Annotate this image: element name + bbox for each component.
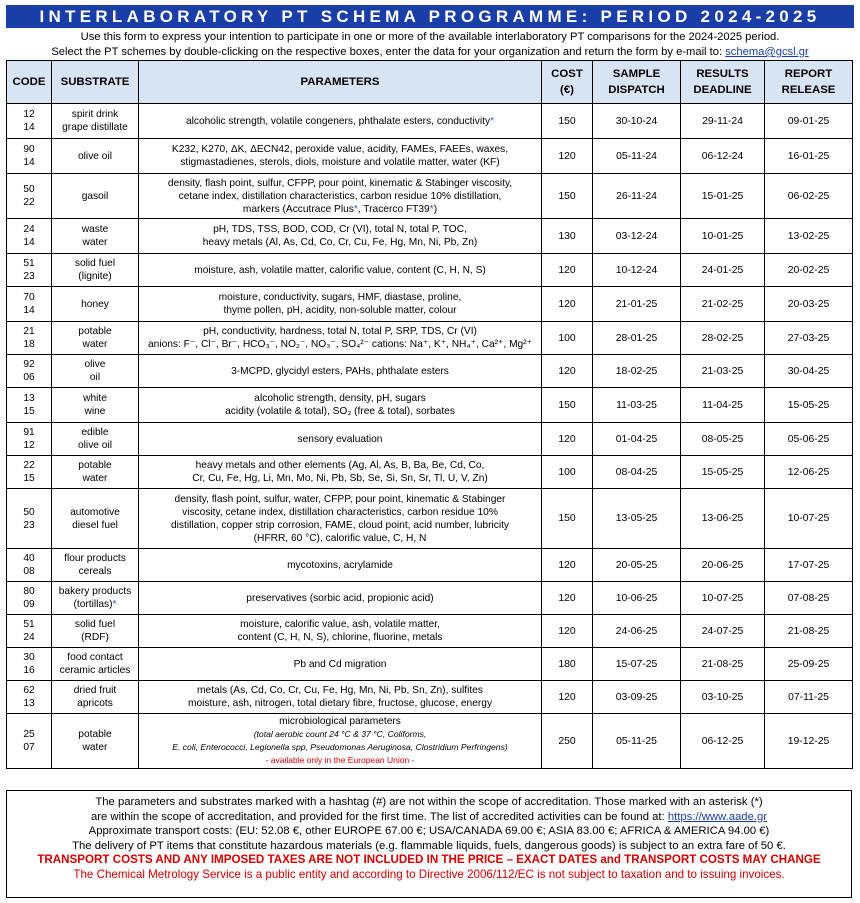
scheme-code-cell[interactable] xyxy=(7,489,52,549)
results-deadline-cell: 03-10-25 xyxy=(681,681,765,714)
substrate-cell: flour products cereals xyxy=(52,549,139,582)
table-row[interactable] xyxy=(7,254,853,287)
substrate-cell: honey xyxy=(52,287,139,322)
results-deadline-cell: 21-03-25 xyxy=(681,355,765,388)
cost-cell: 180 xyxy=(542,648,593,681)
substrate-cell: potable water xyxy=(52,322,139,355)
parameters-cell xyxy=(139,423,542,456)
results-deadline-cell: 21-02-25 xyxy=(681,287,765,322)
substrate-cell: olive oil xyxy=(52,139,139,174)
sample-dispatch-cell: 01-04-25 xyxy=(593,423,681,456)
scheme-code-cell[interactable] xyxy=(7,139,52,174)
table-row[interactable] xyxy=(7,549,853,582)
intro xyxy=(6,30,854,60)
scheme-code-part-2: 15 xyxy=(23,473,35,484)
sample-dispatch-cell: 05-11-25 xyxy=(593,714,681,769)
table-row[interactable] xyxy=(7,681,853,714)
report-release-cell: 20-03-25 xyxy=(765,287,853,322)
parameters-text: density, flash point, sulfur, water, CFPP, pour point, kinematic & Stabinger viscosity, cetane index, distillation characteristics, carbon residue 10% distillation, copper strip corrosion, FAME, cloud point, acid number, lubricity (HFRR, 60 °C), calorific value, C, H, N xyxy=(170,493,510,544)
sample-dispatch-cell: 30-10-24 xyxy=(593,104,681,139)
scheme-code-part-2: 14 xyxy=(23,122,35,133)
scheme-code-part-1: 13 xyxy=(23,393,35,404)
parameters-cell xyxy=(139,582,542,615)
scheme-code-part-1: 12 xyxy=(23,109,35,120)
intro-line-2-text: Select the PT schemes by double-clicking on the respective boxes, enter the data for your organization and return the form by e-mail to: xyxy=(51,46,726,58)
parameters-text: metals (As, Cd, Co, Cr, Cu, Fe, Hg, Mn, Ni, Pb, Sn, Zn), sulfites moisture, ash, nitrogen, total dietary fibre, fructose, glucose, energy xyxy=(187,685,493,709)
report-release-cell: 10-07-25 xyxy=(765,489,853,549)
parameters-cell xyxy=(139,549,542,582)
parameters-cell xyxy=(139,254,542,287)
results-deadline-cell: 24-07-25 xyxy=(681,615,765,648)
table-row[interactable] xyxy=(7,489,853,549)
report-release-cell: 25-09-25 xyxy=(765,648,853,681)
parameters-text: mycotoxins, acrylamide xyxy=(287,559,393,571)
cost-cell: 120 xyxy=(542,254,593,287)
report-release-cell: 20-02-25 xyxy=(765,254,853,287)
sample-dispatch-cell: 15-07-25 xyxy=(593,648,681,681)
parameters-cell xyxy=(139,648,542,681)
table-row[interactable] xyxy=(7,423,853,456)
parameters-text: Pb and Cd migration xyxy=(293,658,387,670)
cost-cell: 120 xyxy=(542,139,593,174)
scheme-code-part-2: 22 xyxy=(23,197,35,208)
cost-cell: 100 xyxy=(542,456,593,489)
results-deadline-cell: 29-11-24 xyxy=(681,104,765,139)
results-deadline-cell: 21-08-25 xyxy=(681,648,765,681)
parameters-cell: density, flash point, sulfur, CFPP, pour point, kinematic & Stabinger viscosity, cetane index, distillation characteristics, carbon residue 10% distillation, markers (Accutrace Plus*, Tracerco FT39*) xyxy=(139,174,542,219)
parameters-text: heavy metals and other elements (Ag, Al, As, B, Ba, Be, Cd, Co, Cr, Cu, Fe, Hg, Li, Mn, Mo, Ni, Pb, Sb, Se, Si, Sn, Sr, Tl, U, V, Zn) xyxy=(192,460,488,484)
table-row[interactable] xyxy=(7,388,853,423)
column-header-cost: COST (€) xyxy=(542,61,593,104)
report-release-cell: 06-02-25 xyxy=(765,174,853,219)
scheme-code-cell[interactable] xyxy=(7,549,52,582)
cost-cell: 120 xyxy=(542,287,593,322)
page-title: INTERLABORATORY PT SCHEMA PROGRAMME: PERIOD 2024-2025 xyxy=(6,5,854,28)
parameters-cell: alcoholic strength, volatile congeners, phthalate esters, conductivity* xyxy=(139,104,542,139)
report-release-cell: 09-01-25 xyxy=(765,104,853,139)
cost-cell: 120 xyxy=(542,423,593,456)
footer-line-2-text: are within the scope of accreditation, and provided for the first time. The list of accredited activities can be found at: xyxy=(90,810,668,823)
column-header-code: CODE xyxy=(7,61,52,104)
table-row[interactable] xyxy=(7,582,853,615)
cost-cell: 150 xyxy=(542,489,593,549)
table-row[interactable] xyxy=(7,714,853,769)
scheme-code-part-1: 22 xyxy=(23,460,35,471)
parameters-cell xyxy=(139,322,542,355)
cost-cell: 120 xyxy=(542,615,593,648)
scheme-code-cell[interactable] xyxy=(7,648,52,681)
report-release-cell: 27-03-25 xyxy=(765,322,853,355)
scheme-code-part-1: 90 xyxy=(23,144,35,155)
scheme-code-part-1: 24 xyxy=(23,224,35,235)
scheme-code-part-1: 92 xyxy=(23,359,35,370)
parameters-cell xyxy=(139,355,542,388)
sample-dispatch-cell: 18-02-25 xyxy=(593,355,681,388)
results-deadline-cell: 10-07-25 xyxy=(681,582,765,615)
sample-dispatch-cell: 10-12-24 xyxy=(593,254,681,287)
parameters-text: pH, TDS, TSS, BOD, COD, Cr (VI), total N, total P, TOC, heavy metals (Al, As, Cd, Co, Cr, Cu, Fe, Hg, Mn, Ni, Pb, Zn) xyxy=(202,224,478,248)
table-row[interactable] xyxy=(7,615,853,648)
scheme-code-cell[interactable] xyxy=(7,456,52,489)
report-release-cell: 21-08-25 xyxy=(765,615,853,648)
scheme-code-part-2: 06 xyxy=(23,372,35,383)
parameters-cell xyxy=(139,681,542,714)
scheme-code-part-2: 14 xyxy=(23,237,35,248)
parameters-cell xyxy=(139,489,542,549)
eu-only-note: - available only in the European Union - xyxy=(265,755,415,765)
cost-cell: 120 xyxy=(542,355,593,388)
scheme-code-part-1: 51 xyxy=(23,619,35,630)
substrate-cell: bakery products (tortillas)* xyxy=(52,582,139,615)
cost-cell: 120 xyxy=(542,549,593,582)
sample-dispatch-cell: 03-09-25 xyxy=(593,681,681,714)
parameters-text: sensory evaluation xyxy=(297,433,383,445)
scheme-code-part-2: 08 xyxy=(23,566,35,577)
parameters-cell xyxy=(139,456,542,489)
cost-cell: 100 xyxy=(542,322,593,355)
scheme-code-part-2: 09 xyxy=(23,599,35,610)
cost-cell: 120 xyxy=(542,582,593,615)
substrate-cell: potable water xyxy=(52,456,139,489)
scheme-code-part-2: 23 xyxy=(23,519,35,531)
scheme-code-part-2: 13 xyxy=(23,698,35,709)
column-header-results-deadline: RESULTS DEADLINE xyxy=(681,61,765,104)
table-row[interactable] xyxy=(7,648,853,681)
substrate-cell: solid fuel (RDF) xyxy=(52,615,139,648)
scheme-code-cell[interactable] xyxy=(7,582,52,615)
results-deadline-cell: 28-02-25 xyxy=(681,322,765,355)
table-row[interactable] xyxy=(7,104,853,139)
parameters-cell xyxy=(139,287,542,322)
results-deadline-cell: 15-05-25 xyxy=(681,456,765,489)
scheme-code-part-2: 23 xyxy=(23,271,35,282)
results-deadline-cell: 06-12-25 xyxy=(681,714,765,769)
scheme-code-cell[interactable] xyxy=(7,254,52,287)
cost-cell: 120 xyxy=(542,681,593,714)
sample-dispatch-cell: 10-06-25 xyxy=(593,582,681,615)
sample-dispatch-cell: 24-06-25 xyxy=(593,615,681,648)
parameters-text: K232, K270, ΔK, ΔECN42, peroxide value, acidity, FAMEs, FAEEs, waxes, stigmastadienes, sterols, diols, moisture and volatile matter, water (KF) xyxy=(171,144,509,168)
results-deadline-cell: 15-01-25 xyxy=(681,174,765,219)
scheme-code-cell[interactable] xyxy=(7,174,52,219)
substrate-cell: olive oil xyxy=(52,355,139,388)
column-header-sample-dispatch: SAMPLE DISPATCH xyxy=(593,61,681,104)
parameters-text: preservatives (sorbic acid, propionic acid) xyxy=(246,592,434,604)
parameters-cell xyxy=(139,219,542,254)
table-row[interactable] xyxy=(7,322,853,355)
parameters-text: microbiological parameters xyxy=(279,716,401,727)
scheme-code-part-2: 15 xyxy=(23,406,35,417)
footer-line-1: The parameters and substrates marked with a hashtag (#) are not within the scope of accreditation. Those marked with an asterisk (*) xyxy=(95,796,763,808)
report-release-cell: 12-06-25 xyxy=(765,456,853,489)
scheme-code-part-2: 12 xyxy=(23,440,35,451)
pt-schemes-table xyxy=(6,60,853,769)
parameters-text: 3-MCPD, glycidyl esters, PAHs, phthalate esters xyxy=(231,365,449,377)
sample-dispatch-cell: 13-05-25 xyxy=(593,489,681,549)
report-release-cell: 17-07-25 xyxy=(765,549,853,582)
report-release-cell: 05-06-25 xyxy=(765,423,853,456)
scheme-code-part-2: 16 xyxy=(23,665,35,676)
sample-dispatch-cell: 28-01-25 xyxy=(593,322,681,355)
email-link[interactable]: schema@gcsl.gr xyxy=(725,46,809,58)
scheme-code-cell[interactable] xyxy=(7,355,52,388)
table-body xyxy=(7,104,853,769)
scheme-code-part-1: 70 xyxy=(23,292,35,303)
scheme-code-part-1: 51 xyxy=(23,258,35,269)
substrate-cell: solid fuel (lignite) xyxy=(52,254,139,287)
report-release-cell: 19-12-25 xyxy=(765,714,853,769)
sample-dispatch-cell: 26-11-24 xyxy=(593,174,681,219)
substrate-cell: potable water xyxy=(52,714,139,769)
footer-transport-costs: Approximate transport costs: (EU: 52.08 €, other EUROPE 67.00 €; USA/CANADA 69.00 €; ASIA 83.00 €; AFRICA & AMERICA 94.00 €) xyxy=(88,825,770,837)
scheme-code-cell[interactable] xyxy=(7,423,52,456)
substrate-cell: gasoil xyxy=(52,174,139,219)
parameters-text: moisture, ash, volatile matter, calorific value, content (C, H, N, S) xyxy=(194,264,486,276)
column-header-report-release: REPORT RELEASE xyxy=(765,61,853,104)
scheme-code-part-1: 50 xyxy=(23,184,35,195)
scheme-code-part-2: 18 xyxy=(23,339,35,350)
substrate-cell: white wine xyxy=(52,388,139,423)
report-release-cell: 07-08-25 xyxy=(765,582,853,615)
scheme-code-part-2: 07 xyxy=(23,742,35,753)
scheme-code-cell[interactable] xyxy=(7,714,52,769)
parameters-cell xyxy=(139,139,542,174)
cost-cell: 150 xyxy=(542,104,593,139)
scheme-code-part-1: 80 xyxy=(23,586,35,597)
parameters-cell xyxy=(139,615,542,648)
cost-cell: 130 xyxy=(542,219,593,254)
table-row[interactable] xyxy=(7,456,853,489)
table-row[interactable] xyxy=(7,219,853,254)
parameters-detail: (total aerobic count 24 °C & 37 °C, Coliforms, E. coli, Enterococci, Legionella spp, Pseudomonas Aeruginosa, Clostridium Perfringens) xyxy=(172,729,508,752)
scheme-code-part-1: 40 xyxy=(23,553,35,564)
footer-price-warning: TRANSPORT COSTS AND ANY IMPOSED TAXES ARE NOT INCLUDED IN THE PRICE – EXACT DATES and TRANSPORT COSTS MAY CHANGE xyxy=(37,853,821,866)
scheme-code-part-1: 62 xyxy=(23,685,35,696)
scheme-code-part-2: 24 xyxy=(23,632,35,643)
substrate-cell: waste water xyxy=(52,219,139,254)
sample-dispatch-cell: 05-11-24 xyxy=(593,139,681,174)
table-header-row xyxy=(7,61,853,104)
parameters-text: alcoholic strength, density, pH, sugars acidity (volatile & total), SO₂ (free & total), sorbates xyxy=(225,393,455,417)
substrate-cell: spirit drink grape distillate xyxy=(52,104,139,139)
intro-line-2 xyxy=(6,45,854,60)
report-release-cell: 15-05-25 xyxy=(765,388,853,423)
report-release-cell: 16-01-25 xyxy=(765,139,853,174)
footer-tax-note: The Chemical Metrology Service is a public entity and according to Directive 2006/112/EC is not subject to taxation and to issuing invoices. xyxy=(73,867,785,881)
intro-line-1: Use this form to express your intention to participate in one or more of the available interlaboratory PT comparisons for the 2024-2025 period. xyxy=(80,31,780,43)
parameters-text: moisture, calorific value, ash, volatile matter, content (C, H, N, S), chlorine, fluorine, metals xyxy=(237,619,443,643)
scheme-code-part-2: 14 xyxy=(23,157,35,168)
report-release-cell: 07-11-25 xyxy=(765,681,853,714)
results-deadline-cell: 24-01-25 xyxy=(681,254,765,287)
scheme-code-cell[interactable] xyxy=(7,219,52,254)
sample-dispatch-cell: 20-05-25 xyxy=(593,549,681,582)
sample-dispatch-cell: 03-12-24 xyxy=(593,219,681,254)
footer-notes xyxy=(6,790,852,898)
cost-cell: 150 xyxy=(542,174,593,219)
sample-dispatch-cell: 08-04-25 xyxy=(593,456,681,489)
table-row[interactable] xyxy=(7,139,853,174)
substrate-cell: automotive diesel fuel xyxy=(52,489,139,549)
table-row[interactable] xyxy=(7,174,853,219)
sample-dispatch-cell: 11-03-25 xyxy=(593,388,681,423)
results-deadline-cell: 10-01-25 xyxy=(681,219,765,254)
scheme-code-cell[interactable] xyxy=(7,322,52,355)
scheme-code-part-1: 30 xyxy=(23,652,35,663)
parameters-text: pH, conductivity, hardness, total N, total P, SRP, TDS, Cr (VI) anions: F⁻, Cl⁻, Br⁻, HCO₃⁻, NO₂⁻, NO₃⁻, SO₄²⁻ cations: Na⁺, K⁺, NH₄⁺, Ca²⁺, Mg²⁺ xyxy=(148,326,532,350)
cost-cell: 150 xyxy=(542,388,593,423)
scheme-code-cell[interactable] xyxy=(7,104,52,139)
scheme-code-cell[interactable] xyxy=(7,287,52,322)
results-deadline-cell: 13-06-25 xyxy=(681,489,765,549)
table-row[interactable] xyxy=(7,355,853,388)
report-release-cell: 30-04-25 xyxy=(765,355,853,388)
parameters-cell xyxy=(139,714,542,769)
footer-line-2 xyxy=(7,810,851,825)
scheme-code-part-2: 14 xyxy=(23,305,35,316)
scheme-code-part-1: 25 xyxy=(23,729,35,740)
results-deadline-cell: 20-06-25 xyxy=(681,549,765,582)
substrate-cell: dried fruit apricots xyxy=(52,681,139,714)
cost-cell: 250 xyxy=(542,714,593,769)
accreditation-link[interactable]: https://www.aade.gr xyxy=(667,810,768,823)
pt-schemes-table-container xyxy=(6,60,852,769)
report-release-cell: 13-02-25 xyxy=(765,219,853,254)
sample-dispatch-cell: 21-01-25 xyxy=(593,287,681,322)
substrate-cell: food contact ceramic articles xyxy=(52,648,139,681)
scheme-code-cell[interactable] xyxy=(7,615,52,648)
results-deadline-cell: 08-05-25 xyxy=(681,423,765,456)
substrate-cell: edible olive oil xyxy=(52,423,139,456)
results-deadline-cell: 11-04-25 xyxy=(681,388,765,423)
column-header-substrate: SUBSTRATE xyxy=(52,61,139,104)
table-row[interactable] xyxy=(7,287,853,322)
scheme-code-part-1: 21 xyxy=(23,326,35,337)
scheme-code-part-1: 91 xyxy=(23,427,35,438)
parameters-text: moisture, conductivity, sugars, HMF, diastase, proline, thyme pollen, pH, acidity, non-soluble matter, colour xyxy=(218,292,462,316)
results-deadline-cell: 06-12-24 xyxy=(681,139,765,174)
column-header-parameters: PARAMETERS xyxy=(139,61,542,104)
parameters-cell xyxy=(139,388,542,423)
scheme-code-cell[interactable] xyxy=(7,681,52,714)
footer-hazardous-note: The delivery of PT items that constitute hazardous materials (e.g. flammable liquids, fuels, dangerous goods) is subject to an extra fare of 50 €. xyxy=(72,839,786,852)
scheme-code-cell[interactable] xyxy=(7,388,52,423)
scheme-code-part-1: 50 xyxy=(23,506,35,518)
